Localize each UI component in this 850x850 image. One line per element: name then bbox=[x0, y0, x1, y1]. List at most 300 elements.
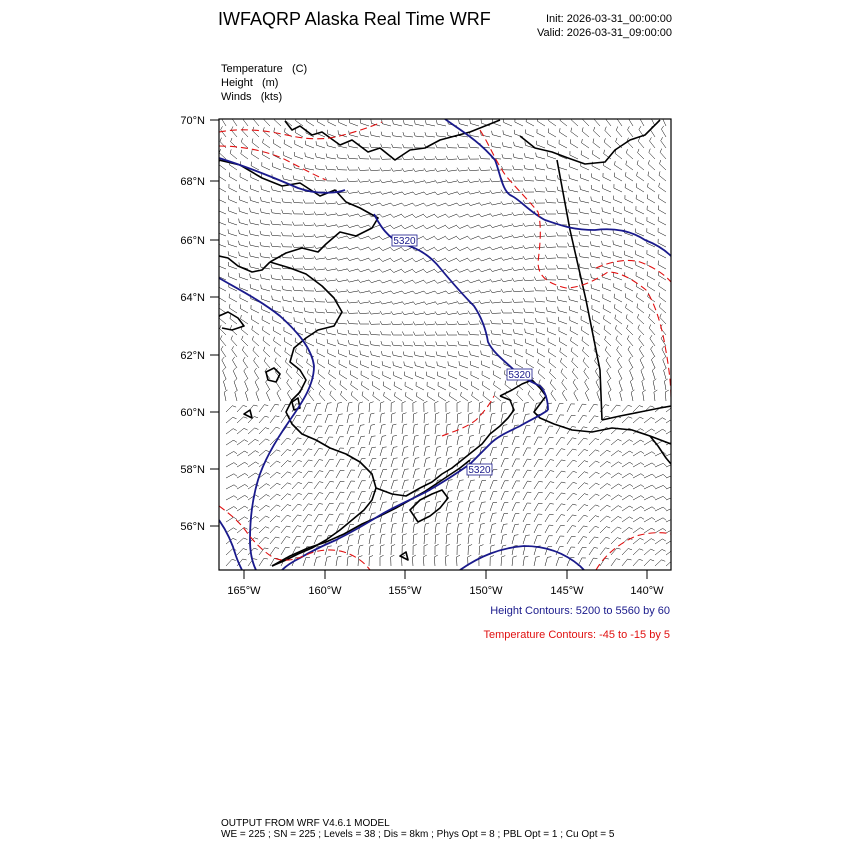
wind-barb bbox=[347, 425, 354, 434]
wind-barb bbox=[481, 361, 490, 368]
wind-barb bbox=[228, 262, 237, 269]
wind-barb bbox=[340, 381, 347, 391]
wind-barb bbox=[360, 351, 369, 358]
wind-barb bbox=[660, 314, 666, 324]
coastline-islands bbox=[244, 398, 408, 560]
wind-barb bbox=[413, 280, 424, 283]
wind-barb bbox=[503, 340, 512, 346]
wind-barb bbox=[435, 544, 439, 555]
wind-barb bbox=[605, 336, 611, 346]
wind-barb bbox=[370, 131, 380, 137]
wind-barb bbox=[446, 512, 452, 522]
wind-barb bbox=[611, 516, 622, 522]
wind-barb bbox=[663, 357, 666, 368]
wind-barb bbox=[260, 220, 270, 225]
wind-barb bbox=[380, 291, 391, 294]
wind-barb bbox=[435, 225, 446, 229]
wind-barb bbox=[661, 126, 666, 137]
wind-barb bbox=[303, 482, 313, 489]
wind-barb bbox=[359, 131, 369, 137]
wind-barb bbox=[490, 491, 497, 500]
wind-barb bbox=[523, 514, 531, 522]
wind-barb bbox=[569, 306, 578, 313]
wind-barb bbox=[240, 185, 248, 193]
wind-barb bbox=[633, 451, 644, 456]
wind-barb bbox=[591, 208, 600, 214]
wind-barb bbox=[636, 251, 644, 259]
wind-barb bbox=[600, 548, 609, 555]
wind-barb bbox=[394, 382, 402, 390]
wind-barb bbox=[505, 381, 512, 390]
wind-barb bbox=[481, 351, 490, 358]
wind-barb bbox=[628, 126, 634, 137]
wind-barb bbox=[545, 437, 554, 445]
wind-barb bbox=[470, 120, 479, 127]
wind-barb bbox=[479, 247, 490, 250]
wind-barb bbox=[490, 480, 497, 489]
wind-barb bbox=[661, 137, 666, 148]
wind-barb bbox=[413, 225, 424, 229]
wind-barb bbox=[468, 513, 474, 523]
wind-barb bbox=[266, 390, 270, 401]
wind-barb bbox=[413, 311, 424, 314]
wind-barb bbox=[457, 512, 463, 522]
wind-barb bbox=[314, 514, 323, 522]
wind-barb bbox=[372, 381, 380, 390]
wind-barb bbox=[546, 287, 556, 292]
wind-barb bbox=[664, 368, 667, 379]
wind-barb bbox=[622, 462, 633, 467]
wind-barb bbox=[457, 236, 468, 240]
wind-barb bbox=[659, 171, 666, 181]
wind-barb bbox=[535, 176, 545, 181]
wind-barb bbox=[666, 486, 677, 489]
wind-barb bbox=[314, 426, 322, 434]
wind-barb bbox=[248, 451, 259, 456]
wind-barb bbox=[292, 482, 302, 489]
wind-barb bbox=[578, 526, 588, 533]
wind-barb bbox=[490, 310, 501, 314]
wind-barb bbox=[226, 463, 237, 467]
wind-barb bbox=[578, 494, 588, 500]
wind-barb bbox=[424, 534, 429, 544]
wind-barb bbox=[622, 440, 633, 445]
wind-barb bbox=[336, 178, 347, 182]
wind-barb bbox=[391, 555, 395, 566]
wind-barb bbox=[314, 504, 323, 512]
wind-barb bbox=[251, 305, 259, 313]
wind-barb bbox=[523, 556, 528, 566]
wind-barb bbox=[446, 156, 457, 160]
wind-barb bbox=[512, 288, 523, 292]
wind-barb bbox=[380, 301, 391, 304]
wind-barb bbox=[369, 300, 380, 303]
wind-barb bbox=[391, 291, 402, 294]
wind-barb bbox=[239, 252, 248, 258]
wind-barb bbox=[391, 523, 397, 533]
wind-barb bbox=[600, 527, 610, 533]
wind-barb bbox=[413, 401, 417, 412]
wind-barb bbox=[534, 459, 543, 467]
wind-barb bbox=[304, 176, 314, 181]
wind-barb bbox=[446, 301, 457, 304]
wind-barb bbox=[325, 257, 336, 260]
wind-barb bbox=[358, 545, 363, 555]
wind-barb bbox=[226, 451, 237, 456]
wind-barb bbox=[252, 150, 260, 159]
wind-barb bbox=[457, 523, 462, 533]
wind-barb bbox=[264, 116, 270, 126]
wind-barb bbox=[303, 244, 314, 248]
wind-barb bbox=[534, 426, 542, 434]
wind-barb bbox=[479, 480, 486, 489]
wind-barb bbox=[249, 252, 259, 258]
wind-barb bbox=[512, 481, 520, 489]
wind-barb bbox=[359, 340, 369, 346]
wind-barb bbox=[239, 196, 248, 203]
wind-barb bbox=[549, 348, 557, 357]
wind-barb bbox=[558, 317, 567, 324]
wind-barb bbox=[369, 155, 380, 159]
wind-barb bbox=[447, 341, 457, 346]
wind-barb bbox=[314, 223, 325, 226]
wind-barb bbox=[271, 220, 281, 225]
wind-barb bbox=[568, 275, 578, 280]
wind-barb bbox=[662, 115, 666, 126]
wind-barb bbox=[373, 392, 380, 401]
wind-barb bbox=[402, 214, 413, 218]
height-contour-gulf bbox=[460, 546, 584, 570]
wind-barb bbox=[647, 195, 655, 204]
wind-barb bbox=[404, 372, 413, 379]
wind-barb bbox=[250, 274, 259, 280]
wind-barb bbox=[589, 404, 598, 412]
wind-barb bbox=[545, 210, 556, 214]
wind-barb bbox=[446, 413, 450, 423]
wind-barb bbox=[405, 392, 413, 401]
wind-barb bbox=[226, 417, 237, 423]
field-name: Winds bbox=[221, 91, 252, 103]
wind-barb bbox=[490, 202, 501, 205]
wind-barb bbox=[512, 513, 519, 522]
wind-barb bbox=[424, 401, 428, 412]
wind-barb bbox=[644, 452, 655, 456]
wind-barb bbox=[435, 512, 441, 522]
wind-barb bbox=[490, 268, 501, 271]
wind-barb bbox=[292, 233, 303, 237]
wind-barb bbox=[315, 153, 325, 159]
wind-barb bbox=[581, 326, 589, 335]
wind-barb bbox=[347, 247, 358, 250]
wind-barb bbox=[358, 279, 369, 282]
wind-barb bbox=[526, 349, 534, 357]
wind-barb bbox=[647, 228, 655, 236]
wind-barb bbox=[435, 214, 446, 218]
wind-barb bbox=[571, 337, 578, 346]
wind-barb bbox=[446, 269, 457, 273]
wind-barb bbox=[337, 330, 347, 336]
wind-barb bbox=[457, 311, 468, 314]
wind-barb bbox=[479, 424, 485, 434]
wind-barb bbox=[491, 320, 502, 324]
wind-barb bbox=[338, 350, 347, 357]
wind-barb bbox=[523, 492, 531, 500]
wind-barb bbox=[659, 183, 666, 192]
wind-barb bbox=[326, 154, 336, 159]
wind-barb bbox=[592, 305, 600, 313]
wind-barb bbox=[304, 308, 314, 313]
wind-barb bbox=[600, 516, 610, 522]
temperature-contour-east bbox=[480, 130, 671, 400]
wind-barb bbox=[534, 556, 540, 566]
lat-label: 58°N bbox=[180, 464, 205, 476]
wind-barb bbox=[226, 429, 237, 434]
wind-barb bbox=[614, 173, 622, 181]
wind-barb bbox=[479, 236, 490, 239]
wind-barb bbox=[537, 129, 545, 137]
wind-barb bbox=[557, 210, 567, 214]
wind-barb bbox=[264, 358, 270, 369]
wind-barb bbox=[569, 174, 578, 181]
wind-barb bbox=[558, 307, 567, 313]
wind-barb bbox=[545, 426, 553, 434]
wind-barb bbox=[252, 139, 259, 149]
wind-barb bbox=[614, 283, 622, 291]
wind-barb bbox=[591, 284, 600, 291]
wind-barb bbox=[655, 418, 666, 423]
wind-barb bbox=[384, 392, 391, 401]
wind-barb bbox=[471, 381, 479, 390]
wind-barb bbox=[626, 161, 633, 170]
wind-barb bbox=[512, 299, 523, 303]
wind-barb bbox=[523, 223, 534, 226]
wind-barb bbox=[571, 347, 578, 357]
wind-barb bbox=[436, 120, 446, 126]
wind-barb bbox=[578, 449, 588, 456]
wind-barb bbox=[501, 492, 509, 500]
wind-barb bbox=[325, 212, 336, 215]
wind-barb bbox=[581, 151, 589, 159]
wind-barb bbox=[383, 382, 391, 390]
wind-barb bbox=[538, 369, 545, 379]
wind-barb bbox=[391, 311, 402, 314]
wind-barb bbox=[303, 255, 314, 259]
wind-barb bbox=[655, 549, 666, 555]
wind-barb bbox=[611, 548, 621, 555]
wind-barb bbox=[569, 163, 578, 170]
wind-barb bbox=[224, 390, 227, 401]
wind-barb bbox=[524, 153, 534, 159]
wind-barb bbox=[446, 192, 457, 195]
wind-barb bbox=[271, 275, 281, 280]
wind-barb bbox=[567, 471, 577, 478]
wind-barb bbox=[602, 252, 611, 258]
wind-barb bbox=[414, 132, 424, 137]
wind-barb bbox=[358, 247, 369, 250]
wind-barb bbox=[235, 390, 238, 401]
wind-barb bbox=[445, 555, 449, 566]
wind-barb bbox=[604, 315, 612, 324]
wind-barb bbox=[446, 480, 453, 489]
wind-barb bbox=[248, 428, 258, 434]
wind-barb bbox=[402, 225, 413, 229]
map-title: IWFAQRP Alaska Real Time WRF bbox=[218, 9, 491, 29]
wind-barb bbox=[270, 505, 280, 511]
wind-barb bbox=[240, 294, 248, 302]
wind-barb bbox=[358, 258, 369, 261]
wind-barb bbox=[589, 494, 599, 500]
wind-barb bbox=[458, 144, 468, 148]
wind-barb bbox=[491, 340, 501, 346]
wind-barb bbox=[471, 371, 479, 379]
wind-barb bbox=[579, 197, 589, 203]
wind-barb bbox=[414, 120, 424, 126]
wind-barb bbox=[538, 359, 545, 368]
wind-barb bbox=[336, 556, 341, 566]
wind-barb bbox=[622, 417, 632, 423]
wind-barb bbox=[425, 342, 435, 347]
wind-barb bbox=[570, 151, 578, 159]
lon-label: 145°W bbox=[550, 585, 584, 597]
wind-barb bbox=[264, 347, 271, 357]
wind-barb bbox=[584, 368, 589, 379]
wind-barb bbox=[457, 191, 468, 194]
wind-barb bbox=[560, 128, 568, 137]
wind-barb bbox=[435, 291, 446, 294]
wind-barb bbox=[523, 234, 534, 237]
wind-barb bbox=[259, 416, 269, 423]
wind-barb bbox=[424, 168, 435, 171]
wind-barb bbox=[655, 474, 666, 478]
wind-barb bbox=[479, 269, 490, 272]
wind-barb bbox=[282, 296, 292, 302]
wind-barb bbox=[490, 225, 501, 228]
wind-barb bbox=[457, 435, 463, 445]
wind-barb bbox=[446, 258, 457, 262]
valid-time: Valid: 2026-03-31_09:00:00 bbox=[537, 27, 672, 39]
wind-barb bbox=[349, 131, 358, 137]
wind-barb bbox=[501, 436, 508, 445]
wind-barb bbox=[292, 438, 301, 445]
wind-barb bbox=[259, 484, 270, 489]
wind-barb bbox=[393, 361, 402, 368]
wind-barb bbox=[614, 304, 622, 313]
wind-barb bbox=[336, 459, 344, 467]
wind-barb bbox=[589, 439, 599, 446]
wind-barb bbox=[468, 523, 474, 533]
wind-barb bbox=[326, 165, 336, 170]
wind-barb bbox=[559, 327, 567, 335]
wind-barb bbox=[249, 219, 259, 225]
wind-barb bbox=[329, 380, 336, 390]
wind-barb bbox=[413, 413, 417, 423]
wind-barb bbox=[259, 428, 269, 434]
wind-barb bbox=[358, 310, 369, 314]
wind-barb bbox=[436, 144, 447, 148]
wind-barb bbox=[325, 556, 331, 566]
wind-barb bbox=[294, 317, 303, 324]
wind-barb bbox=[336, 257, 347, 260]
wind-barb bbox=[252, 326, 259, 335]
wind-barb bbox=[546, 187, 556, 192]
wind-barb bbox=[348, 340, 358, 346]
wind-barb bbox=[413, 144, 424, 148]
wind-barb bbox=[559, 140, 567, 148]
wind-barb bbox=[427, 392, 435, 401]
wind-barb bbox=[655, 429, 666, 434]
wind-barb bbox=[382, 361, 391, 368]
wind-barb bbox=[603, 173, 611, 181]
wind-barb bbox=[424, 446, 430, 456]
wind-barb bbox=[226, 406, 236, 412]
wind-barb bbox=[423, 555, 427, 566]
wind-barb bbox=[319, 380, 326, 390]
wind-barb bbox=[402, 269, 413, 273]
wind-barb bbox=[270, 526, 280, 533]
wind-barb bbox=[316, 141, 325, 148]
wind-barb bbox=[415, 372, 424, 379]
wind-barb bbox=[435, 446, 441, 456]
wind-barb bbox=[446, 534, 451, 544]
wind-barb bbox=[424, 301, 435, 304]
wind-barb bbox=[380, 447, 387, 456]
wind-barb bbox=[469, 341, 479, 346]
wind-barb bbox=[347, 178, 358, 182]
wind-barb bbox=[315, 318, 325, 324]
wind-barb bbox=[592, 315, 600, 324]
wind-barb bbox=[512, 246, 523, 249]
wind-barb bbox=[282, 198, 292, 203]
wind-barb bbox=[633, 474, 644, 478]
wind-barb bbox=[402, 301, 413, 304]
wind-barb bbox=[513, 319, 523, 324]
wind-barb bbox=[446, 502, 452, 511]
wind-barb bbox=[330, 391, 336, 401]
wind-barb bbox=[435, 523, 440, 533]
wind-barb bbox=[260, 242, 270, 247]
wind-barb bbox=[614, 196, 622, 203]
wind-barb bbox=[250, 284, 259, 291]
wind-barb bbox=[526, 130, 534, 138]
wind-barb bbox=[437, 372, 446, 379]
wind-barb bbox=[391, 191, 402, 194]
wind-barb bbox=[594, 116, 600, 126]
wind-barb bbox=[336, 437, 344, 445]
wind-barb bbox=[502, 154, 512, 159]
wind-barb bbox=[435, 301, 446, 304]
wind-barb bbox=[424, 192, 435, 195]
wind-barb bbox=[242, 336, 248, 346]
wind-barb bbox=[468, 258, 479, 261]
wind-barb bbox=[448, 361, 457, 368]
wind-barb bbox=[567, 536, 576, 544]
wind-barb bbox=[446, 225, 457, 229]
wind-barb bbox=[524, 177, 534, 181]
wind-barb bbox=[281, 483, 291, 489]
wind-barb bbox=[303, 438, 312, 446]
wind-barb bbox=[281, 515, 291, 522]
wind-barb bbox=[512, 535, 518, 544]
wind-barb bbox=[314, 403, 321, 412]
wind-barb bbox=[347, 459, 355, 467]
wind-barb bbox=[221, 346, 226, 357]
wind-barb bbox=[589, 461, 599, 467]
wind-barb bbox=[590, 241, 600, 247]
wind-barb bbox=[347, 190, 358, 193]
wind-barb bbox=[600, 494, 611, 500]
wind-barb bbox=[523, 546, 529, 555]
wind-barb bbox=[545, 233, 556, 237]
